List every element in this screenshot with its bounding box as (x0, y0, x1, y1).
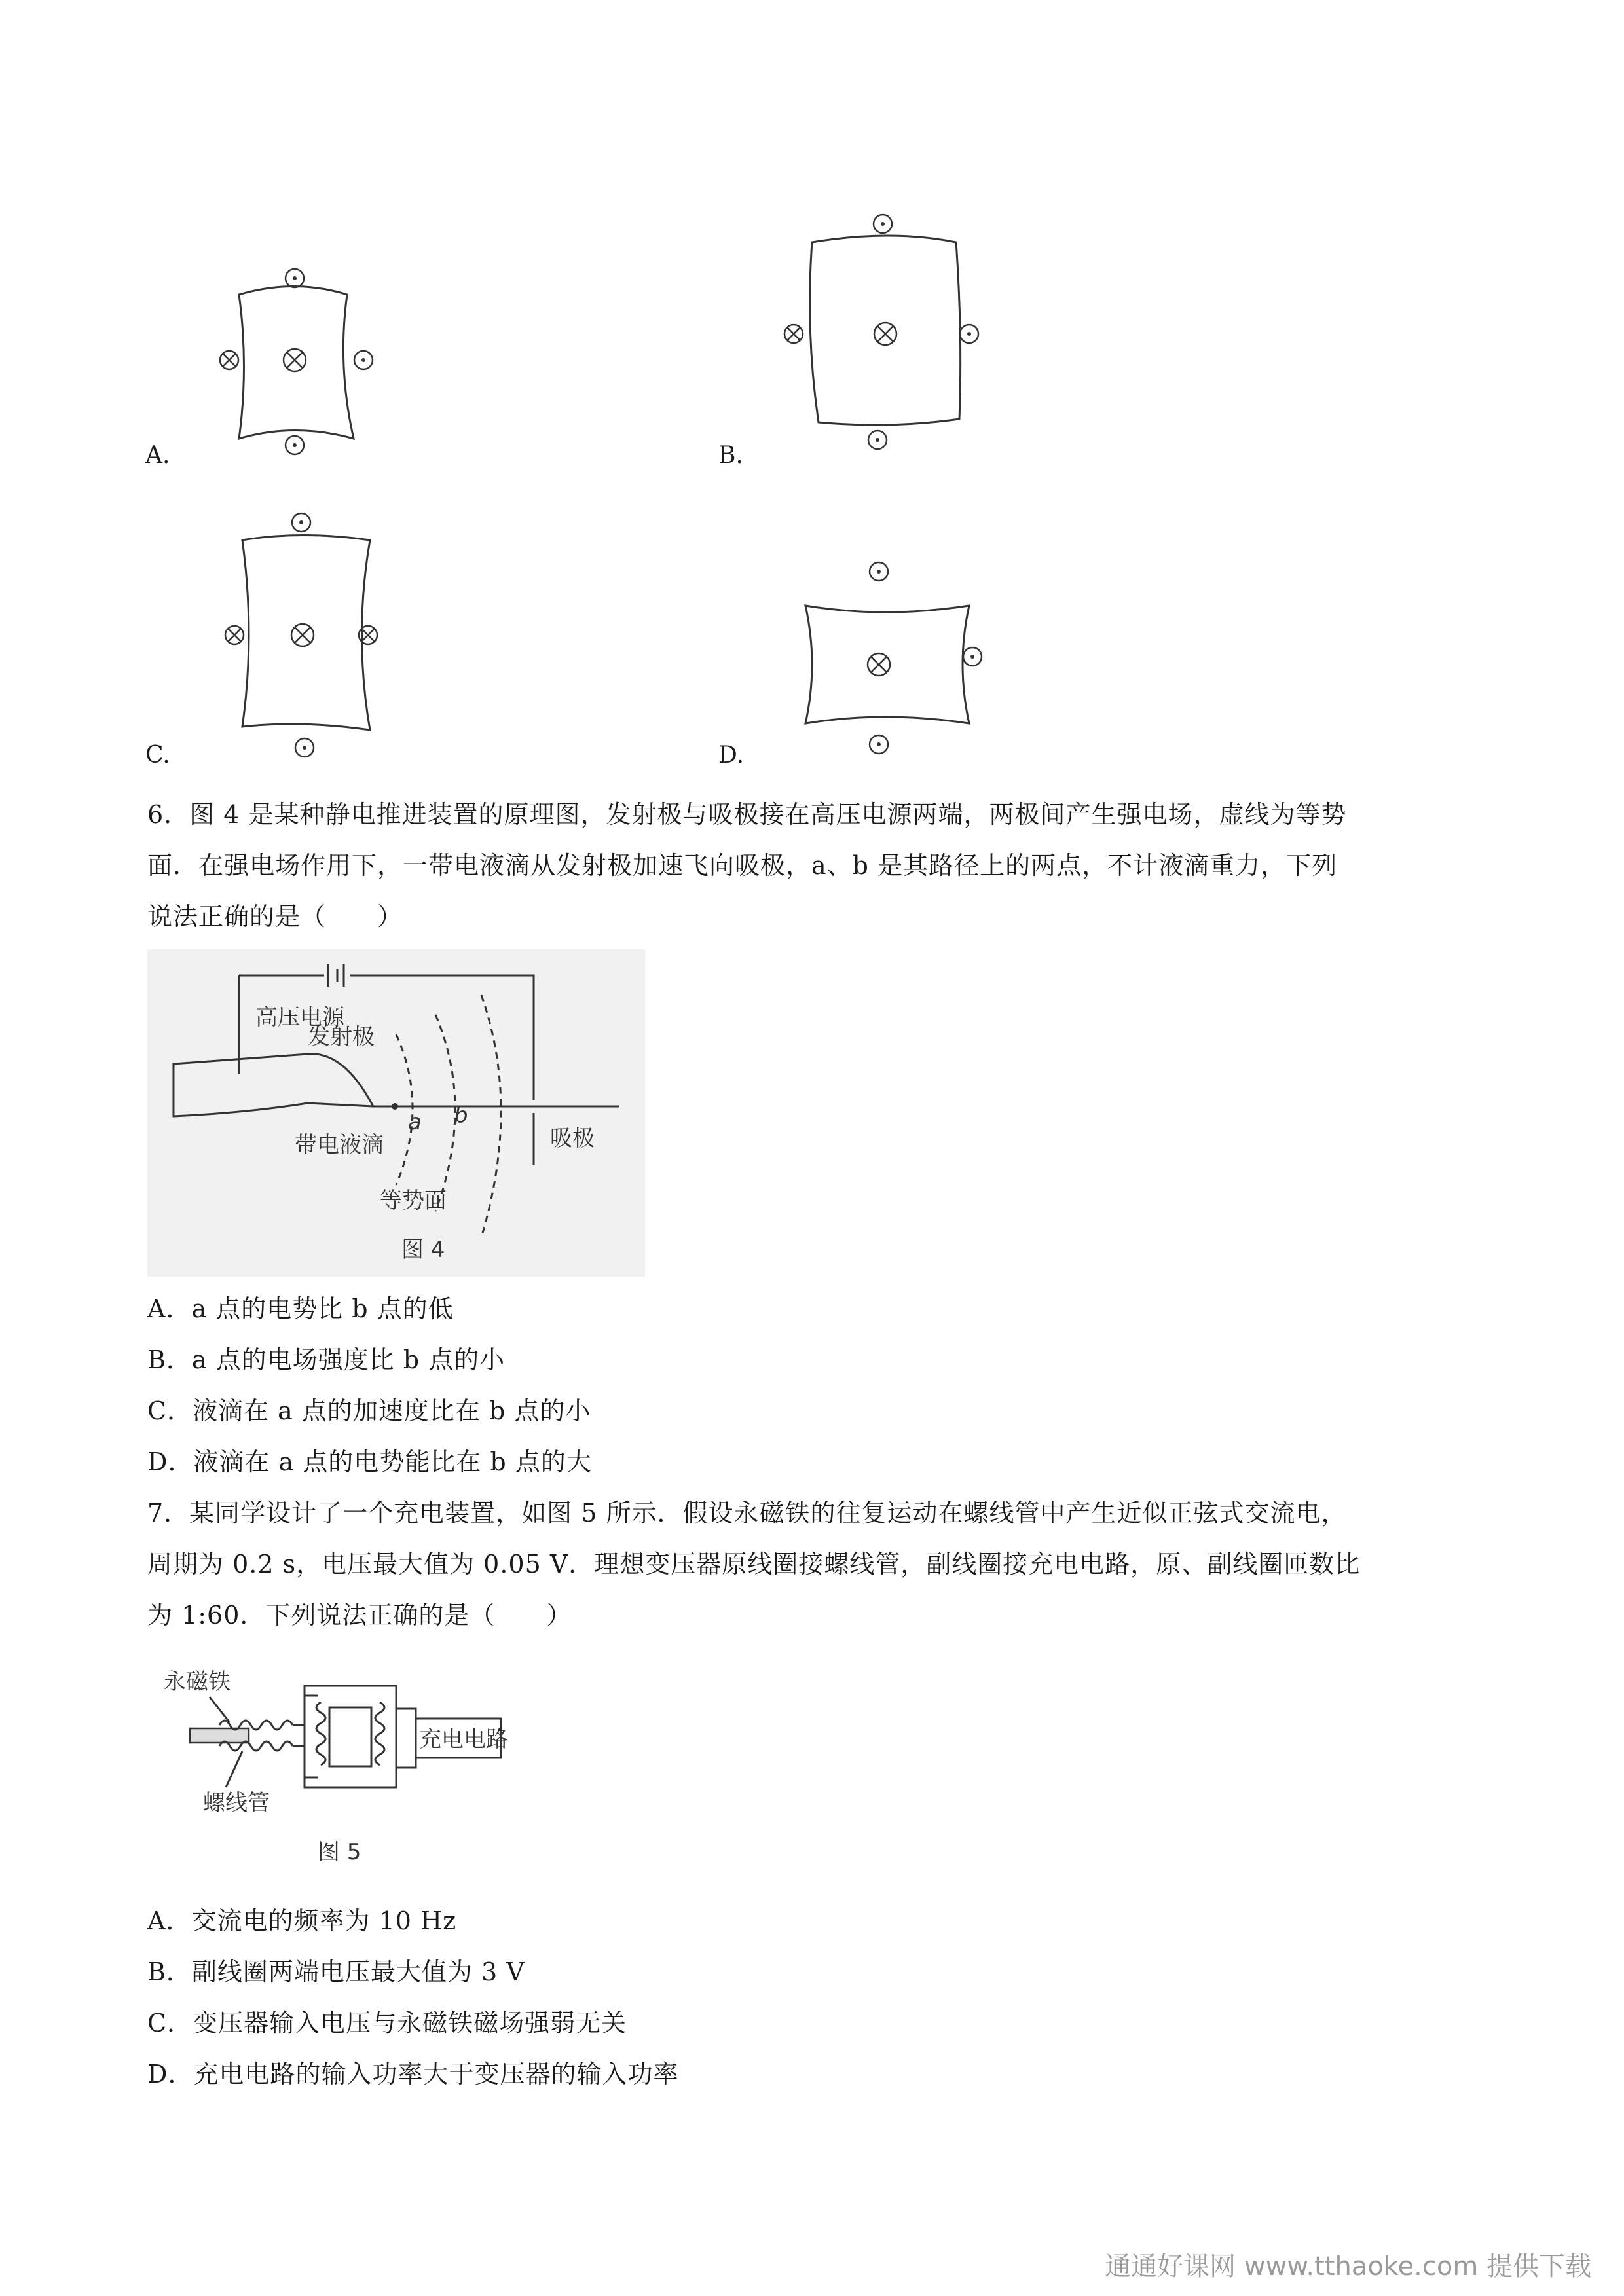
dot-symbol-icon (874, 215, 892, 233)
dot-symbol-icon (963, 647, 982, 666)
figure-4 (147, 949, 645, 1277)
cross-symbol-icon (225, 626, 244, 644)
q6-stem-line-2: 面．在强电场作用下，一带电液滴从发射极加速飞向吸极，a、b 是其路径上的两点，不计液滴重力，下列 (147, 851, 1338, 880)
cross-symbol-icon (220, 351, 238, 369)
q7-option-d: D．充电电路的输入功率大于变压器的输入功率 (147, 2060, 679, 2088)
q6-option-b: B．a 点的电场强度比 b 点的小 (147, 1345, 506, 1374)
figure-4-caption: 图 4 (401, 1237, 445, 1263)
option-diagram-c (203, 504, 413, 766)
droplet-label: 带电液滴 (295, 1132, 384, 1158)
q7-option-c: C．变压器输入电压与永磁铁磁场强弱无关 (147, 2009, 627, 2037)
q6-stem-line-3: 说法正确的是（ ） (147, 902, 403, 931)
magnet-label: 永磁铁 (164, 1669, 231, 1695)
cross-symbol-icon (284, 349, 306, 371)
q7-options (147, 1895, 1195, 2100)
dot-symbol-icon (354, 351, 373, 369)
option-b-label: B. (718, 442, 743, 469)
q6-stem-line-1: 6．图 4 是某种静电推进装置的原理图，发射极与吸极接在高压电源两端，两极间产生强电场，虚线为等势 (147, 800, 1347, 829)
figure-5 (147, 1663, 553, 1879)
figure-5-caption: 图 5 (318, 1839, 361, 1865)
dot-symbol-icon (295, 738, 314, 757)
dot-symbol-icon (292, 513, 310, 532)
dot-symbol-icon (286, 269, 304, 287)
option-diagram-d (779, 553, 1002, 776)
q7-stem-line-1: 7．某同学设计了一个充电装置，如图 5 所示．假设永磁铁的往复运动在螺线管中产生近似正弦式交流电， (147, 1499, 1347, 1527)
cross-symbol-icon (784, 325, 803, 343)
q6-option-d: D．液滴在 a 点的电势能比在 b 点的大 (147, 1448, 592, 1476)
q7-stem-line-2: 周期为 0.2 s，电压最大值为 0.05 V．理想变压器原线圈接螺线管，副线圈接充电电路，原、副线圈匝数比 (147, 1550, 1361, 1578)
point-b-label: b (454, 1102, 468, 1129)
charging-circuit-label: 充电电路 (419, 1726, 508, 1753)
option-diagram-b (766, 203, 1015, 465)
solenoid-label: 螺线管 (203, 1790, 270, 1816)
option-a-label: A. (145, 442, 170, 469)
option-d-label: D. (718, 742, 745, 769)
cross-symbol-icon (291, 624, 314, 646)
power-supply-label: 高压电源 (255, 1004, 344, 1030)
cross-symbol-icon (868, 653, 890, 676)
option-diagram-a (177, 255, 413, 478)
footer-watermark: 通通好课网 www.tthaoke.com 提供下载 (1105, 2251, 1591, 2282)
q6-option-a: A．a 点的电势比 b 点的低 (147, 1294, 454, 1323)
emitter-label: 发射极 (308, 1024, 375, 1050)
point-a-label: a (408, 1109, 422, 1135)
q7-option-b: B．副线圈两端电压最大值为 3 V (147, 1958, 525, 1986)
q7-stem (147, 1487, 1509, 1641)
absorber-label: 吸极 (550, 1125, 595, 1152)
q6-stem (147, 789, 1509, 942)
dot-symbol-icon (870, 735, 888, 754)
q6-option-c: C．液滴在 a 点的加速度比在 b 点的小 (147, 1396, 591, 1425)
dot-symbol-icon (868, 431, 887, 449)
q6-options (147, 1283, 1195, 1487)
option-c-label: C. (145, 742, 170, 769)
q7-stem-line-3: 为 1:60．下列说法正确的是（ ） (147, 1601, 572, 1630)
cross-symbol-icon (874, 323, 896, 345)
equipotential-label: 等势面 (380, 1188, 447, 1214)
dot-symbol-icon (870, 562, 888, 581)
q7-option-a: A．交流电的频率为 10 Hz (147, 1906, 457, 1935)
dot-symbol-icon (286, 436, 304, 454)
dot-symbol-icon (960, 325, 978, 343)
